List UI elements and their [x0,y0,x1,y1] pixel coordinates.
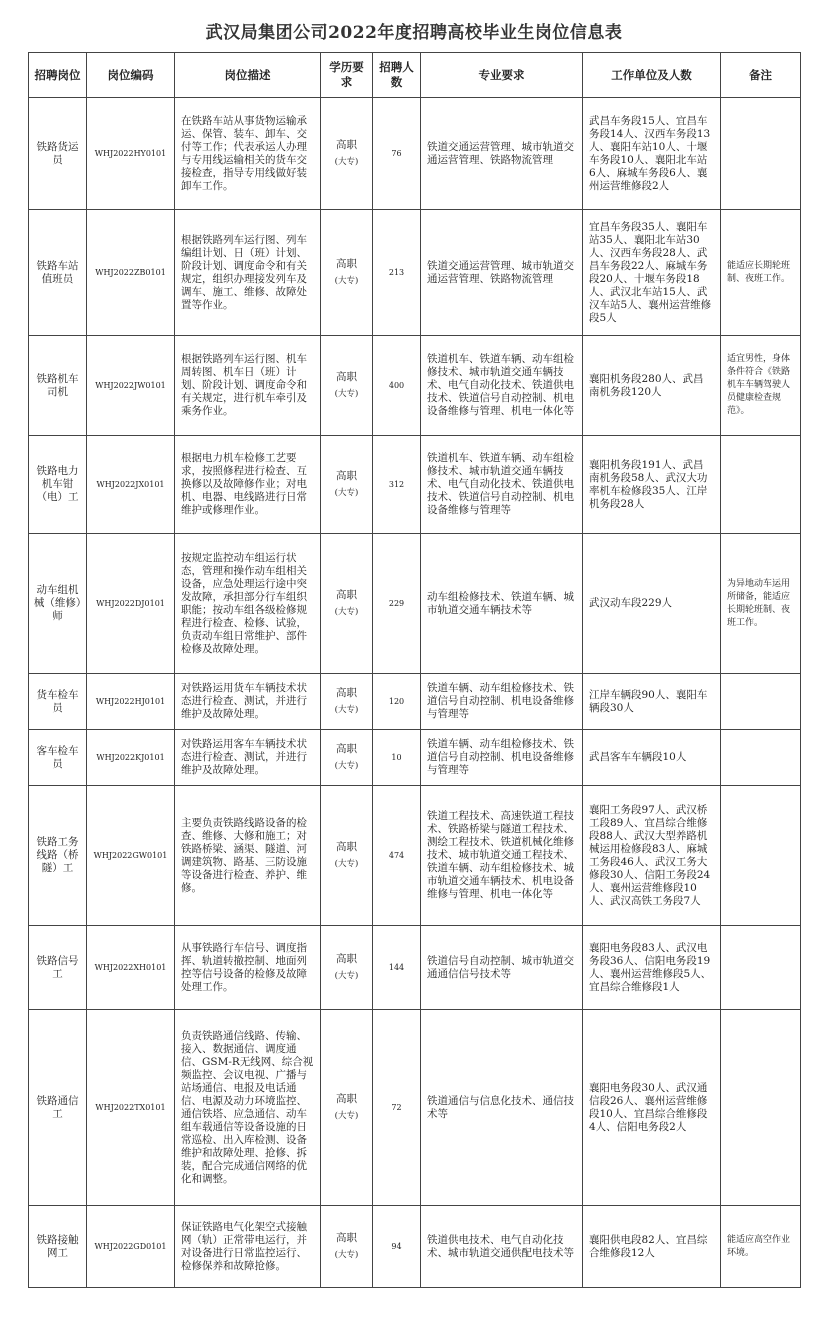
education-sub: (大专) [334,1249,359,1260]
education-level: 高职 [336,1231,357,1244]
education-level: 高职 [336,588,357,601]
post-cell: 铁路信号工 [29,926,87,1010]
post-cell: 动车组机械（维修）师 [29,534,87,674]
description-cell: 在铁路车站从事货物运输承运、保管、装车、卸车、交付等工作；代表承运人办理与专用线运输相关的货车交接检查，指导专用线做好装卸车工作。 [175,98,321,210]
count-cell: 474 [373,786,421,926]
post-cell: 铁路车站值班员 [29,210,87,336]
major-cell: 铁道工程技术、高速铁道工程技术、铁路桥梁与隧道工程技术、测绘工程技术、铁道机械化维修技术、城市轨道交通工程技术、铁道车辆、动车组检修技术、城市轨道交通车辆技术、机电设备维修与管理、机电一体化等 [421,786,583,926]
note-cell [721,786,801,926]
header-description: 岗位描述 [175,53,321,98]
education-level: 高职 [336,1092,357,1105]
unit-cell: 襄阳电务段30人、武汉通信段26人、襄州运营维修段10人、宜昌综合维修段4人、信阳电务段2人 [583,1010,721,1206]
unit-cell: 襄阳供电段82人、宜昌综合维修段12人 [583,1206,721,1288]
post-cell: 客车检车员 [29,730,87,786]
education-cell [321,534,373,674]
code-cell: WHJ2022DJ0101 [87,534,175,674]
education-cell [321,336,373,436]
count-cell: 213 [373,210,421,336]
count-cell: 120 [373,674,421,730]
header-unit: 工作单位及人数 [583,53,721,98]
unit-cell: 武昌车务段15人、宜昌车务段14人、汉西车务段13人、襄阳车站10人、十堰车务段10人、襄阳北车站6人、麻城车务段6人、襄州运营维修段2人 [583,98,721,210]
code-cell: WHJ2022GW0101 [87,786,175,926]
post-cell: 铁路通信工 [29,1010,87,1206]
unit-cell: 襄阳工务段97人、武汉桥工段89人、宜昌综合维修段88人、武汉大型养路机械运用检修段83人、麻城工务段46人、武汉工务大修段30人、信阳工务段24人、襄州运营维修段10人、武汉高铁工务段7人 [583,786,721,926]
note-cell: 能适应长期轮班制、夜班工作。 [721,210,801,336]
major-cell: 铁道交通运营管理、城市轨道交通运营管理、铁路物流管理 [421,210,583,336]
table-row [29,730,801,786]
table-row [29,674,801,730]
note-cell [721,730,801,786]
major-cell: 铁道通信与信息化技术、通信技术等 [421,1010,583,1206]
code-cell: WHJ2022XH0101 [87,926,175,1010]
unit-cell: 襄阳机务段191人、武昌南机务段58人、武汉大功率机车检修段35人、江岸机务段28人 [583,436,721,534]
description-cell: 根据铁路列车运行图、机车周转图、机车日（班）计划、阶段计划、调度命令和有关规定，进行机车牵引及乘务作业。 [175,336,321,436]
document-title: 武汉局集团公司2022年度招聘高校毕业生岗位信息表 [205,23,623,43]
education-sub: (大专) [334,275,359,286]
education-sub: (大专) [334,760,359,771]
education-sub: (大专) [334,388,359,399]
code-cell: WHJ2022GD0101 [87,1206,175,1288]
education-sub: (大专) [334,704,359,715]
education-sub: (大专) [334,606,359,617]
unit-cell: 武昌客车车辆段10人 [583,730,721,786]
note-cell: 适宜男性，身体条件符合《铁路机车车辆驾驶人员健康检查规范》。 [721,336,801,436]
header-note: 备注 [721,53,801,98]
description-cell: 从事铁路行车信号、调度指挥、轨道转撤控制、地面列控等信号设备的检修及故障处理工作。 [175,926,321,1010]
description-cell: 根据铁路列车运行图、列车编组计划、日（班）计划、阶段计划、调度命令和有关规定，组织办理接发列车及调车、施工、维修、故障处置等作业。 [175,210,321,336]
unit-cell: 襄阳机务段280人、武昌南机务段120人 [583,336,721,436]
education-cell [321,1206,373,1288]
note-cell: 为异地动车运用所储备，能适应长期轮班制、夜班工作。 [721,534,801,674]
major-cell: 铁道机车、铁道车辆、动车组检修技术、城市轨道交通车辆技术、电气自动化技术、铁道供电技术、铁道信号自动控制、机电设备维修与管理等 [421,436,583,534]
header-post: 招聘岗位 [29,53,87,98]
code-cell: WHJ2022HJ0101 [87,674,175,730]
table-row [29,926,801,1010]
description-cell: 主要负责铁路线路设备的检查、维修、大修和施工；对铁路桥梁、涵渠、隧道、河调建筑物、路基、三防设施等设备进行检查、养护、维修。 [175,786,321,926]
education-cell [321,926,373,1010]
major-cell: 动车组检修技术、铁道车辆、城市轨道交通车辆技术等 [421,534,583,674]
education-cell [321,436,373,534]
count-cell: 76 [373,98,421,210]
description-cell: 负责铁路通信线路、传输、接入、数据通信、调度通信、GSM-R无线网、综合视频监控、会议电视、广播与站场通信、电报及电话通信、电源及动力环境监控、通信铁塔、应急通信、动车组车载通信等设备设施的日常巡检、出入库检测、设备维护和故障处理、抢修、拆装，配合完成通信网络的优化和调整。 [175,1010,321,1206]
table-row [29,336,801,436]
education-cell [321,210,373,336]
post-cell: 铁路工务线路（桥隧）工 [29,786,87,926]
note-cell [721,674,801,730]
header-code: 岗位编码 [87,53,175,98]
major-cell: 铁道交通运营管理、城市轨道交通运营管理、铁路物流管理 [421,98,583,210]
table-row [29,534,801,674]
recruitment-table [28,52,801,1288]
table-row [29,1010,801,1206]
description-cell: 按规定监控动车组运行状态，管理和操作动车组相关设备，应急处理运行途中突发故障，承担部分行车组织职能；按动车组各级检修规程进行检查、检修、试验，负责动车组日常维护、部件检修及故障处理。 [175,534,321,674]
header-major: 专业要求 [421,53,583,98]
post-cell: 货车检车员 [29,674,87,730]
post-cell: 铁路电力机车钳（电）工 [29,436,87,534]
education-level: 高职 [336,686,357,699]
unit-cell: 武汉动车段229人 [583,534,721,674]
header-row [29,53,801,98]
education-level: 高职 [336,742,357,755]
description-cell: 根据电力机车检修工艺要求，按照修程进行检查、互换修以及故障修作业；对电机、电器、电线路进行日常维护或修理作业。 [175,436,321,534]
header-education: 学历要求 [321,53,373,98]
education-cell [321,786,373,926]
post-cell: 铁路接触网工 [29,1206,87,1288]
education-cell [321,730,373,786]
count-cell: 312 [373,436,421,534]
post-cell: 铁路机车司机 [29,336,87,436]
header-count: 招聘人数 [373,53,421,98]
unit-cell: 宜昌车务段35人、襄阳车站35人、襄阳北车站30人、汉西车务段28人、武昌车务段22人、麻城车务段20人、十堰车务段18人、武汉北车站15人、武汉车站5人、襄州运营维修段5人 [583,210,721,336]
major-cell: 铁道车辆、动车组检修技术、铁道信号自动控制、机电设备维修与管理等 [421,730,583,786]
code-cell: WHJ2022JX0101 [87,436,175,534]
major-cell: 铁道供电技术、电气自动化技术、城市轨道交通供配电技术等 [421,1206,583,1288]
education-sub: (大专) [334,1110,359,1121]
code-cell: WHJ2022KJ0101 [87,730,175,786]
education-cell [321,98,373,210]
code-cell: WHJ2022ZB0101 [87,210,175,336]
description-cell: 保证铁路电气化架空式接触网（轨）正常带电运行，并对设备进行日常监控运行、检修保养和故障抢修。 [175,1206,321,1288]
education-cell [321,1010,373,1206]
note-cell [721,926,801,1010]
major-cell: 铁道车辆、动车组检修技术、铁道信号自动控制、机电设备维修与管理等 [421,674,583,730]
education-level: 高职 [336,469,357,482]
table-row [29,210,801,336]
count-cell: 10 [373,730,421,786]
note-cell: 能适应高空作业环境。 [721,1206,801,1288]
education-sub: (大专) [334,156,359,167]
major-cell: 铁道信号自动控制、城市轨道交通通信信号技术等 [421,926,583,1010]
code-cell: WHJ2022TX0101 [87,1010,175,1206]
education-level: 高职 [336,138,357,151]
education-sub: (大专) [334,970,359,981]
education-level: 高职 [336,952,357,965]
unit-cell: 江岸车辆段90人、襄阳车辆段30人 [583,674,721,730]
table-row [29,436,801,534]
table-row [29,1206,801,1288]
education-level: 高职 [336,257,357,270]
unit-cell: 襄阳电务段83人、武汉电务段36人、信阳电务段19人、襄州运营维修段5人、宜昌综合维修段1人 [583,926,721,1010]
note-cell [721,98,801,210]
education-sub: (大专) [334,487,359,498]
count-cell: 229 [373,534,421,674]
count-cell: 400 [373,336,421,436]
education-level: 高职 [336,840,357,853]
code-cell: WHJ2022JW0101 [87,336,175,436]
education-cell [321,674,373,730]
description-cell: 对铁路运用货车车辆技术状态进行检查、测试，并进行维护及故障处理。 [175,674,321,730]
description-cell: 对铁路运用客车车辆技术状态进行检查、测试，并进行维护及故障处理。 [175,730,321,786]
table-row [29,98,801,210]
code-cell: WHJ2022HY0101 [87,98,175,210]
table-row [29,786,801,926]
education-level: 高职 [336,370,357,383]
count-cell: 144 [373,926,421,1010]
major-cell: 铁道机车、铁道车辆、动车组检修技术、城市轨道交通车辆技术、电气自动化技术、铁道供电技术、铁道信号自动控制、机电设备维修与管理、机电一体化等 [421,336,583,436]
education-sub: (大专) [334,858,359,869]
count-cell: 72 [373,1010,421,1206]
note-cell [721,1010,801,1206]
note-cell [721,436,801,534]
post-cell: 铁路货运员 [29,98,87,210]
count-cell: 94 [373,1206,421,1288]
